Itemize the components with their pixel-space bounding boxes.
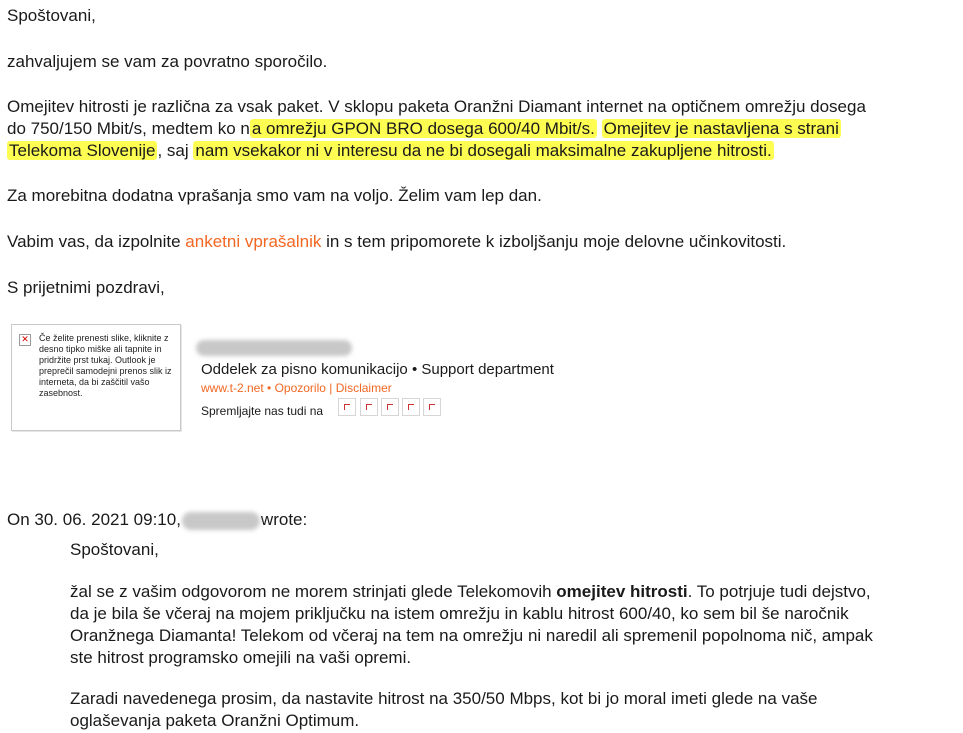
social-icon-1[interactable] xyxy=(338,398,356,416)
social-icon-3[interactable] xyxy=(381,398,399,416)
separator: | xyxy=(325,381,336,395)
paragraph-1-line-1: Omejitev hitrosti je različna za vsak paket. V sklopu paketa Oranžni Diamant internet na optičnem omrežju dosega xyxy=(7,97,866,116)
thanks-line: zahvaljujem se vam za povratno sporočilo. xyxy=(7,52,328,71)
social-icon-5[interactable] xyxy=(423,398,441,416)
quote-wrote: wrote: xyxy=(260,510,308,529)
highlighted-text: Omejitev je nastavljena s strani xyxy=(603,119,839,138)
signature-links xyxy=(201,380,392,396)
blocked-image-placeholder[interactable] xyxy=(11,324,181,431)
quote-header xyxy=(7,509,947,531)
bold-text: omejitev hitrosti xyxy=(556,582,688,601)
quoted-paragraph-1-line-4: ste hitrost programsko omejili na vaši opremi. xyxy=(70,648,412,667)
quoted-paragraph-1-line-1 xyxy=(70,581,950,603)
follow-us-text: Spremljajte nas tudi na xyxy=(201,404,324,418)
quote-date: On 30. 06. 2021 09:10, xyxy=(7,510,181,529)
paragraph-2: Za morebitna dodatna vprašanja smo vam na voljo. Želim vam lep dan. xyxy=(7,186,542,205)
text-segment: Vabim vas, da izpolnite xyxy=(7,232,186,251)
social-icon-2[interactable] xyxy=(360,398,378,416)
department-line: Oddelek za pisno komunikacijo • Support department xyxy=(201,361,554,378)
greeting: Spoštovani, xyxy=(7,6,96,25)
quoted-paragraph-2-line-2: oglaševanja paketa Oranžni Optimum. xyxy=(70,711,360,730)
redacted-sender xyxy=(182,512,260,530)
highlighted-text: a omrežju GPON BRO dosega 600/40 Mbit/s. xyxy=(251,119,595,138)
redaction-blur xyxy=(196,340,352,356)
opozorilo-link[interactable]: Opozorilo xyxy=(274,381,326,395)
paragraph-3 xyxy=(7,231,947,253)
quoted-greeting: Spoštovani, xyxy=(70,540,159,559)
highlighted-text: Telekoma Slovenije xyxy=(9,141,156,160)
separator: • xyxy=(263,381,275,395)
redacted-sender-name xyxy=(196,337,352,355)
blocked-image-message: Če želite prenesti slike, kliknite z desno tipko miške ali tapnite in pridržite prst tukaj. Outlook je preprečil samodejni prenos slik iz interneta, da bi zaščitil vašo zasebnost. xyxy=(39,333,172,398)
highlighted-text: nam vsekakor ni v interesu da ne bi dosegali maksimalne zakupljene hitrosti. xyxy=(195,141,772,160)
quoted-paragraph-2-line-1: Zaradi navedenega prosim, da nastavite hitrost na 350/50 Mbps, kot bi jo moral imeti glede na vaše xyxy=(70,689,818,708)
quoted-paragraph-1-line-2: da je bila še včeraj na mojem priključku na istem omrežju in kablu hitrost 600/40, ko sem bil še naročnik xyxy=(70,604,849,623)
text-segment: žal se z vašim odgovorom ne morem strinjati glede Telekomovih xyxy=(70,582,557,601)
closing: S prijetnimi pozdravi, xyxy=(7,278,165,297)
website-link[interactable]: www.t-2.net xyxy=(201,381,264,395)
text-segment: in s tem pripomorete k izboljšanju moje delovne učinkovitosti. xyxy=(321,232,787,251)
survey-link[interactable]: anketni vprašalnik xyxy=(185,232,322,251)
paragraph-1-line-3 xyxy=(7,140,947,162)
text-segment: , saj xyxy=(157,141,194,160)
paragraph-1-line-2 xyxy=(7,118,947,140)
quoted-paragraph-1-line-3: Oranžnega Diamanta! Telekom od včeraj na tem na omrežju ni naredil ali spremenil popolnoma nič, ampak xyxy=(70,626,873,645)
text-segment: . To potrjuje tudi dejstvo, xyxy=(687,582,871,601)
text-segment: do 750/150 Mbit/s, medtem ko n xyxy=(7,119,250,138)
social-icon-4[interactable] xyxy=(402,398,420,416)
broken-image-icon: ✕ xyxy=(19,334,31,346)
disclaimer-link[interactable]: Disclaimer xyxy=(335,381,392,395)
